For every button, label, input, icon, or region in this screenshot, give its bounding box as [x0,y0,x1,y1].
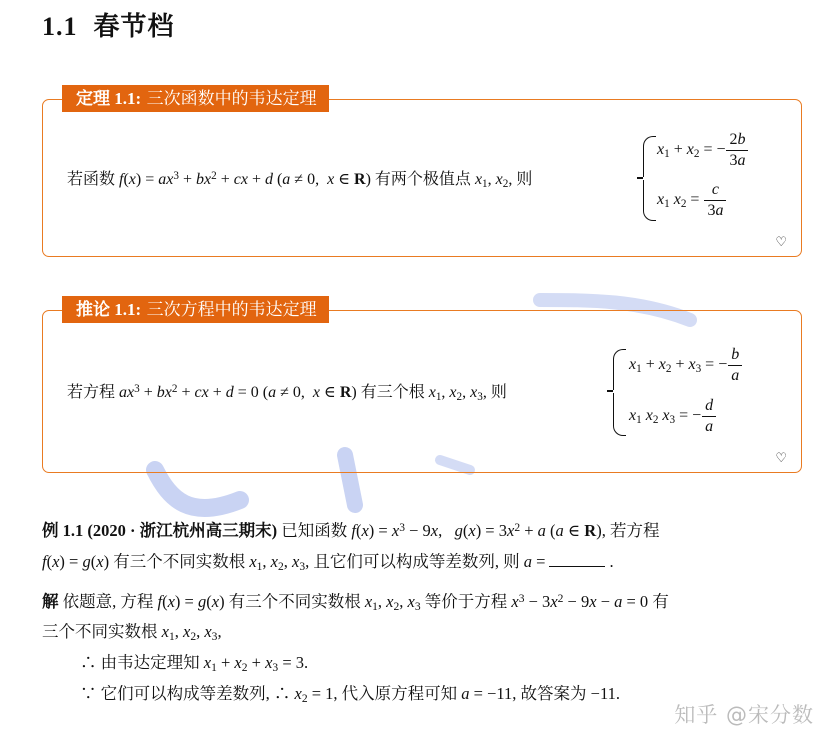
theorem-label: 定理 1.1: [76,89,142,108]
heart-icon: ♡ [775,451,787,466]
section-heading [42,6,175,43]
corollary-title: 三次方程中的韦达定理 [146,300,317,320]
theorem-statement: 若函数 $f(x) = ax^3 + bx^2$ + cx + d (a ≠ 0, x ∈ R) 有两个极值点 $x_1$, $x_2$, 则 [67,169,533,190]
answer-blank [549,552,605,567]
theorem-eq1: $x_1 + x_2$ = − $\frac{2b}{3a}$ [657,130,749,171]
example-label: 例 1.1 (2020 · 浙江杭州高三期末) [42,521,278,540]
solution-text: ∵ 它们可以构成等差数列, ∴ [80,684,291,703]
corollary-condition: 有三个根 [360,384,425,401]
solution-text: 有 [652,592,669,611]
theorem-lead: 若函数 [67,171,116,188]
theorem-title: 三次函数中的韦达定理 [146,89,317,109]
solution-text: 依题意, 方程 [62,592,154,611]
corollary-lead: 若方程 [67,384,116,401]
solution-text: ∴ 由韦达定理知 [80,653,200,672]
brace-point [637,177,643,179]
corollary-tag [62,296,329,323]
example-text: , 且它们可以构成等差数列, 则 [305,552,520,571]
example-line-2: f(x) = g(x) 有三个不同实数根 $x_1$, $x_2$, $x_3$, 且它们可以构成等差数列, 则 a = . [42,552,614,573]
solution-label: 解 [42,592,59,611]
corollary-box [42,300,802,473]
corollary-eq2: $x_1$ $x_2$ $x_3$ = − $\frac{d}{a}$ [629,396,717,437]
theorem-tag [62,85,329,112]
example-text: 已知函数 [281,521,348,540]
theorem-box [42,89,802,257]
zhihu-watermark: 知乎 @宋分数 [674,703,814,727]
solution-line-2: 三个不同实数根 $x_1$, $x_2$, $x_3$, [42,622,222,643]
solution-line-4: ∵ 它们可以构成等差数列, ∴ $x_2 = 1$, 代入原方程可知 a = −11, 故答案为 −11. [80,684,620,705]
corollary-eq1: $x_1 + x_2 + x_3$ = − $\frac{b}{a}$ [629,345,743,386]
solution-text: 三个不同实数根 [42,622,158,641]
example-text: , 若方程 [601,521,660,540]
brace-bottom [643,180,656,221]
solution-text: 等价于方程 [424,592,508,611]
corollary-statement: 若方程 $ax^3 + bx^2$ + cx + d = 0 (a ≠ 0, x ∈ R) 有三个根 $x_1$, $x_2$, $x_3$, 则 [67,382,507,403]
theorem-condition: 有两个极值点 [374,171,471,188]
corollary-label: 推论 1.1: [76,300,142,319]
example-line-1: 例 1.1 (2020 · 浙江杭州高三期末) 已知函数 $f(x) = x^3 - 9x$, $g(x) = 3x^2 + a$ (a ∈ R), 若方程 [42,521,660,540]
solution-text: 有三个不同实数根 [228,592,361,611]
solution-text: , 故答案为 −11. [512,684,620,703]
section-title: 春节档 [93,12,175,42]
solution-text: , 代入原方程可知 [333,684,458,703]
solution-line-3: ∴ 由韦达定理知 $x_1 + x_2 + x_3 = 3$. [80,653,309,674]
brace-point [607,390,613,392]
theorem-eq2: $x_1$ $x_2$ = $\frac{c}{3a}$ [657,180,727,221]
brace-top [643,136,656,177]
corollary-then: , 则 [482,384,507,401]
solution-line-1: 解 依题意, 方程 f(x) = g(x) 有三个不同实数根 $x_1$, $x_2$, $x_3$ 等价于方程 $x^3 - 3x^2 - 9x - a = 0$ 有 [42,592,669,613]
theorem-then: , 则 [508,171,533,188]
brace-bottom [613,393,626,436]
example-text: 有三个不同实数根 [113,552,246,571]
section-number: 1.1 [42,12,78,41]
brace-top [613,349,626,390]
example-end: . [609,552,614,571]
heart-icon: ♡ [775,235,787,250]
